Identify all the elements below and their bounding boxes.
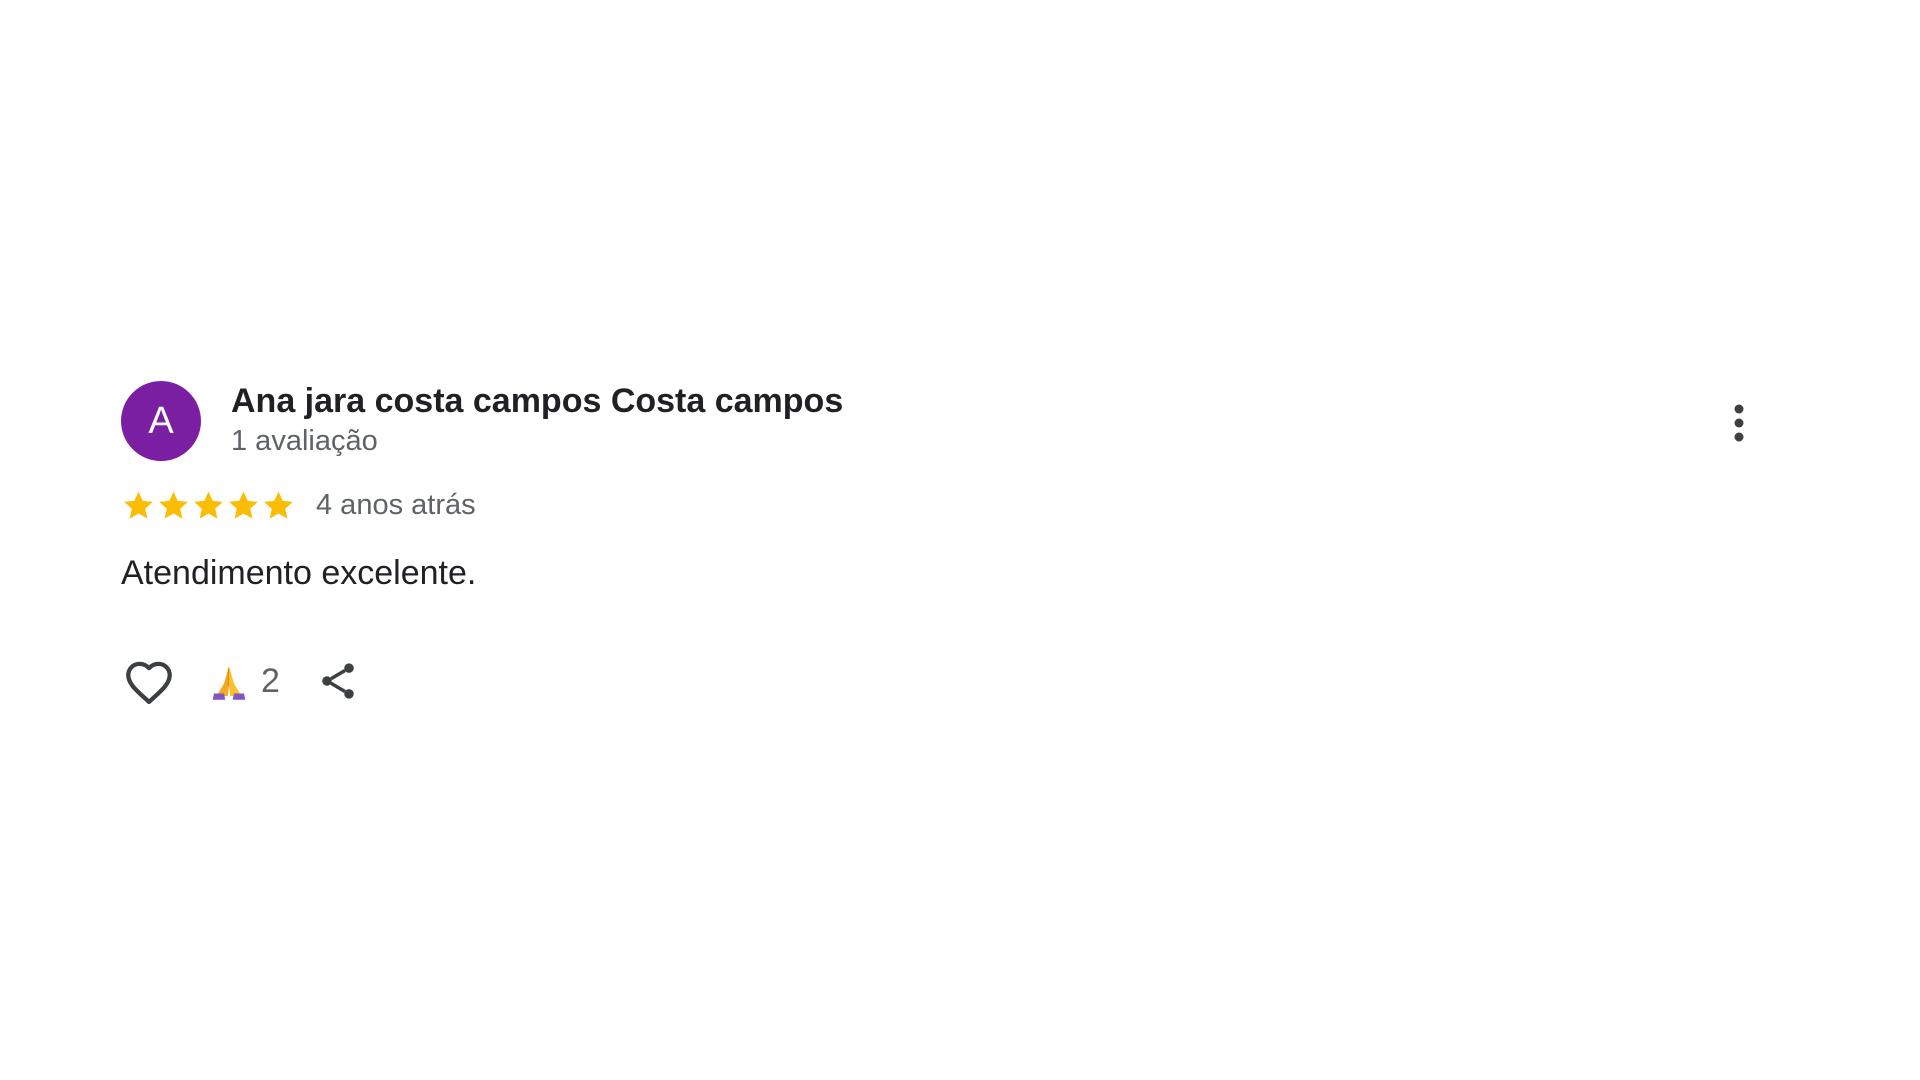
review-card [121,381,1761,711]
star-icon [121,488,156,523]
review-actions [121,651,1761,711]
reaction-count: 2 [261,661,280,700]
heart-icon [122,656,176,706]
review-text: Atendimento excelente. [121,554,477,592]
star-icon [191,488,226,523]
share-button[interactable] [314,657,362,705]
author-review-count: 1 avaliação [231,425,378,457]
review-header [121,381,1761,461]
star-icon [226,488,261,523]
like-button[interactable] [121,653,177,709]
rating-row [121,485,1761,525]
more-options-button[interactable] [1717,399,1761,447]
author-name[interactable]: Ana jara costa campos Costa campos [231,382,844,420]
star-icon [261,488,296,523]
star-icon [156,488,191,523]
folded-hands-icon [209,661,249,701]
author-info [231,381,843,459]
star-rating [121,488,296,523]
more-vert-icon [1733,403,1745,443]
reaction-button[interactable] [209,661,280,701]
avatar[interactable]: A [121,381,201,461]
review-time: 4 anos atrás [316,488,476,521]
share-icon [316,659,360,703]
